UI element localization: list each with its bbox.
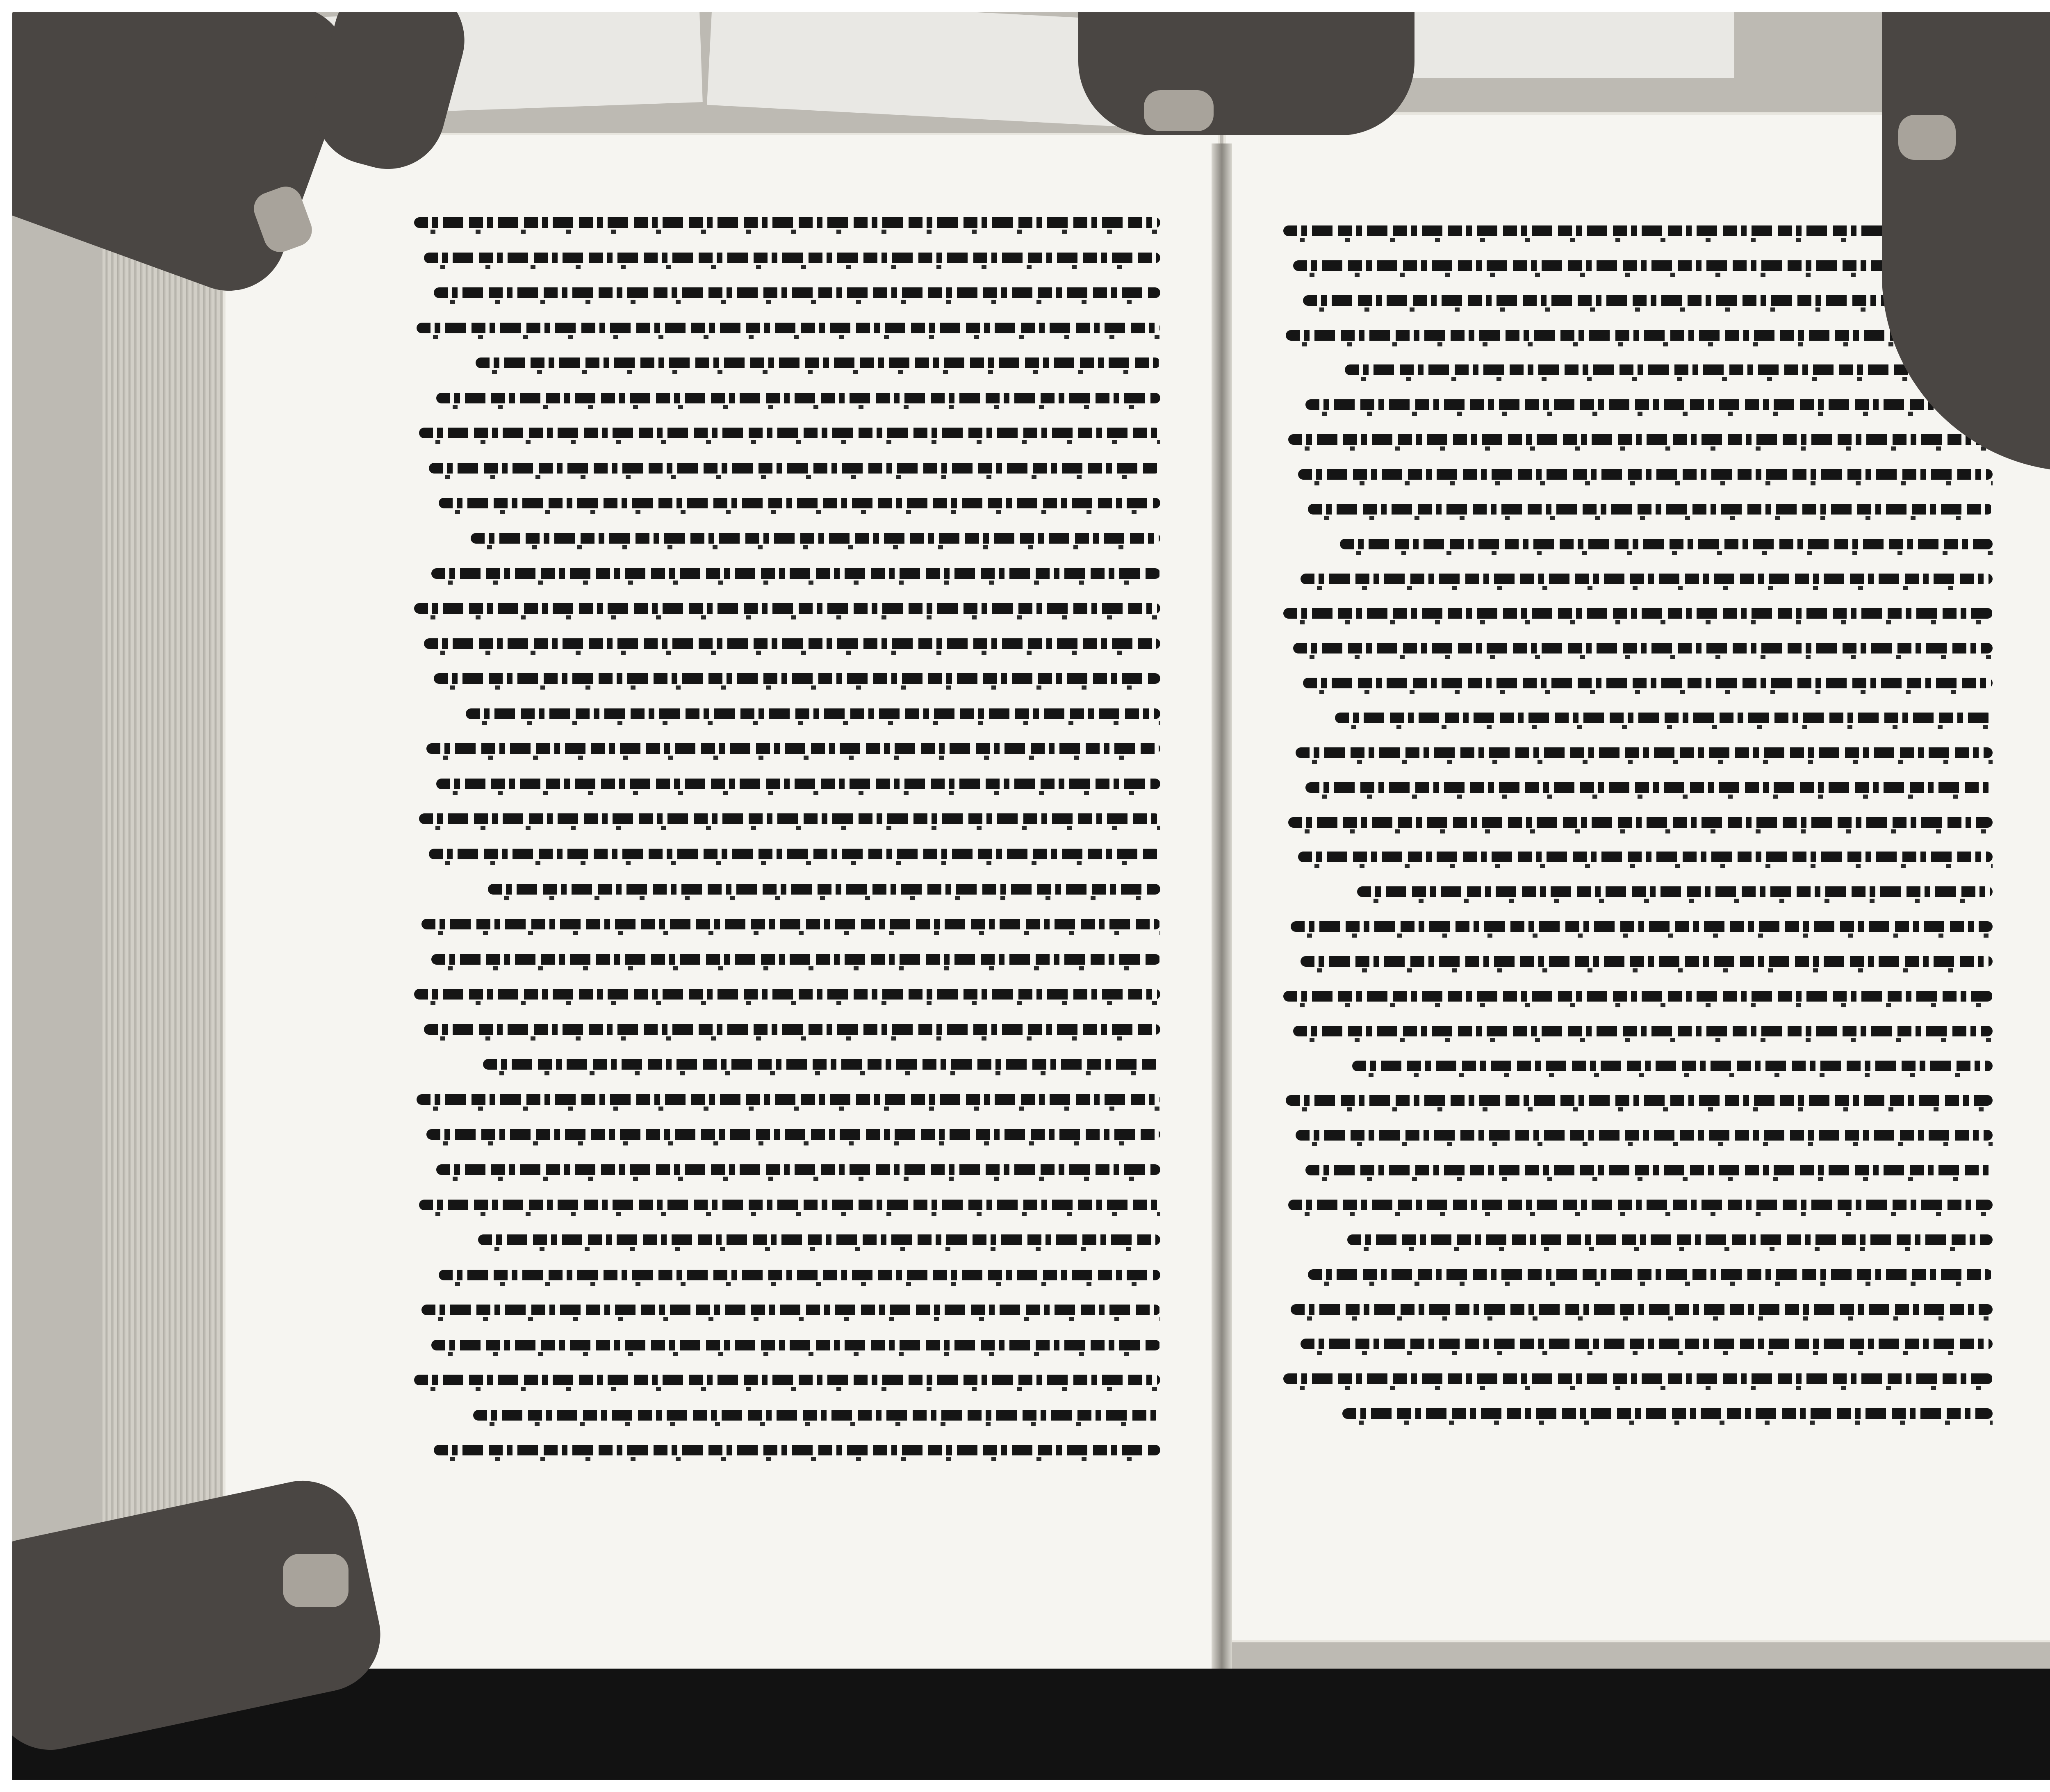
manuscript-text-line bbox=[417, 323, 1160, 333]
manuscript-text-line bbox=[414, 217, 1160, 228]
manuscript-text-line bbox=[1296, 747, 1993, 758]
manuscript-text-line bbox=[434, 1445, 1160, 1455]
manuscript-text-line bbox=[419, 813, 1160, 824]
manuscript-text-line bbox=[1286, 1095, 1993, 1106]
manuscript-text-line bbox=[429, 463, 1160, 474]
manuscript-text-line bbox=[1347, 1234, 1993, 1245]
manuscript-text-line bbox=[429, 849, 1160, 859]
manuscript-text-line bbox=[466, 708, 1160, 719]
manuscript-text-line bbox=[1305, 782, 1993, 793]
manuscript-text-line bbox=[419, 1200, 1160, 1210]
manuscript-text-line bbox=[1357, 886, 1993, 897]
manuscript-text-line bbox=[431, 1340, 1160, 1350]
manuscript-text-line bbox=[1301, 956, 1993, 967]
manuscript-text-line bbox=[1291, 921, 1993, 932]
fingernail bbox=[1144, 90, 1214, 131]
manuscript-text-line bbox=[476, 357, 1160, 368]
manuscript-text-line bbox=[1305, 399, 1993, 410]
manuscript-text-line bbox=[1305, 1165, 1993, 1175]
manuscript-text-line bbox=[424, 1024, 1160, 1035]
loose-paper-top-right bbox=[1406, 12, 1734, 78]
manuscript-text-line bbox=[439, 1270, 1160, 1280]
fingernail bbox=[1898, 115, 1956, 160]
manuscript-text-line bbox=[1301, 1339, 1993, 1349]
manuscript-text-line bbox=[436, 1164, 1160, 1175]
manuscript-text-line bbox=[1283, 608, 1993, 619]
manuscript-text-line bbox=[436, 779, 1160, 789]
manuscript-text-line bbox=[417, 1094, 1160, 1105]
manuscript-text-line bbox=[478, 1234, 1160, 1245]
manuscript-text-line bbox=[488, 884, 1160, 895]
manuscript-text-line bbox=[421, 1305, 1160, 1315]
manuscript-text-line bbox=[1288, 1200, 1993, 1210]
manuscript-text-line bbox=[421, 919, 1160, 929]
manuscript-text-line bbox=[473, 1410, 1160, 1421]
manuscript-text-line bbox=[1340, 539, 1993, 549]
left-page-text-block bbox=[414, 217, 1160, 1480]
manuscript-photo bbox=[12, 12, 2050, 1780]
manuscript-text-line bbox=[1303, 678, 1993, 688]
manuscript-text-line bbox=[439, 498, 1160, 508]
manuscript-text-line bbox=[1308, 1269, 1993, 1280]
manuscript-text-line bbox=[434, 673, 1160, 684]
manuscript-text-line bbox=[431, 568, 1160, 579]
manuscript-text-line bbox=[1288, 817, 1993, 828]
manuscript-text-line bbox=[1283, 1373, 1993, 1384]
manuscript-text-line bbox=[1291, 1304, 1993, 1315]
manuscript-text-line bbox=[1283, 991, 1993, 1002]
manuscript-text-line bbox=[1352, 1061, 1993, 1071]
manuscript-text-line bbox=[1286, 330, 1993, 341]
manuscript-text-line bbox=[483, 1059, 1160, 1070]
manuscript-text-line bbox=[434, 287, 1160, 298]
manuscript-text-line bbox=[1342, 1408, 1993, 1419]
manuscript-text-line bbox=[426, 743, 1160, 754]
manuscript-text-line bbox=[1308, 504, 1993, 515]
manuscript-text-line bbox=[424, 638, 1160, 649]
manuscript-text-line bbox=[1293, 643, 1993, 653]
manuscript-text-line bbox=[426, 1129, 1160, 1140]
hand-top-center bbox=[1078, 12, 1414, 135]
manuscript-text-line bbox=[471, 533, 1160, 544]
manuscript-text-line bbox=[1335, 713, 1993, 723]
manuscript-text-line bbox=[1301, 574, 1993, 584]
manuscript-text-line bbox=[414, 1375, 1160, 1385]
fingernail bbox=[283, 1554, 348, 1607]
manuscript-text-line bbox=[1288, 434, 1993, 445]
manuscript-text-line bbox=[1293, 1026, 1993, 1036]
manuscript-text-line bbox=[1345, 364, 1993, 375]
right-page-text-block bbox=[1283, 225, 1993, 1443]
manuscript-text-line bbox=[414, 989, 1160, 1000]
manuscript-text-line bbox=[431, 954, 1160, 965]
manuscript-text-line bbox=[1298, 469, 1993, 480]
manuscript-text-line bbox=[414, 603, 1160, 614]
book-gutter bbox=[1212, 143, 1232, 1685]
manuscript-text-line bbox=[1298, 852, 1993, 862]
manuscript-text-line bbox=[436, 393, 1160, 403]
manuscript-text-line bbox=[1296, 1130, 1993, 1141]
manuscript-text-line bbox=[419, 428, 1160, 438]
manuscript-text-line bbox=[424, 253, 1160, 263]
